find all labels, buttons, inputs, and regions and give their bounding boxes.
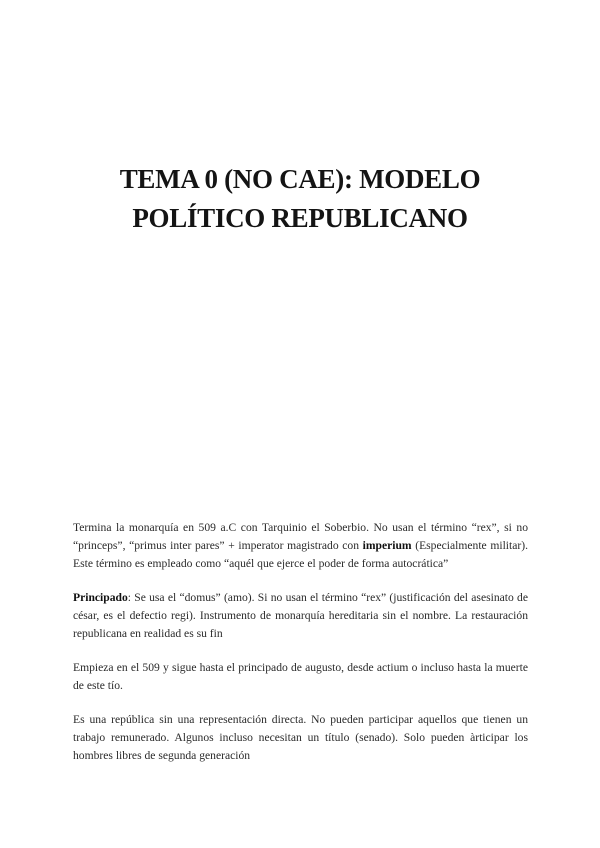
page-title — [0, 160, 600, 238]
paragraph-periodo: Empieza en el 509 y sigue hasta el principado de augusto, desde actium o incluso hasta la muerte de este tío. — [73, 661, 528, 692]
document-body — [73, 519, 528, 781]
title-line-1: TEMA 0 (NO CAE): MODELO — [119, 164, 481, 194]
bold-term-imperium: imperium — [362, 539, 412, 552]
paragraph-republica: Es una república sin una representación directa. No pueden participar aquellos que tienen un trabajo remunerado. Algunos incluso necesitan un título (senado). Solo pueden àrticipar los hombres libres de segunda generación — [73, 713, 528, 762]
paragraph-monarquia — [73, 519, 528, 573]
bold-term-principado: Principado — [73, 591, 128, 604]
title-line-2: POLÍTICO REPUBLICANO — [132, 203, 468, 233]
paragraph-text: : Se usa el “domus” (amo). Si no usan el término “rex” (justificación del asesinato de césar, es el defectio regi). Instrumento de monarquía hereditaria sin el nombre. La restauración republicana en realidad es su fin — [73, 591, 528, 640]
paragraph-text: Termina la monarquía en 509 a.C con Tarquinio el Soberbio. No usan el término “rex”, si no “princeps”, “primus inter pares” + imperator magistrado con — [73, 521, 528, 552]
paragraph-principado — [73, 589, 528, 643]
paragraph-text: (Especialmente militar). Este término es empleado como “aquél que ejerce el poder de forma autocrática” — [73, 539, 528, 570]
